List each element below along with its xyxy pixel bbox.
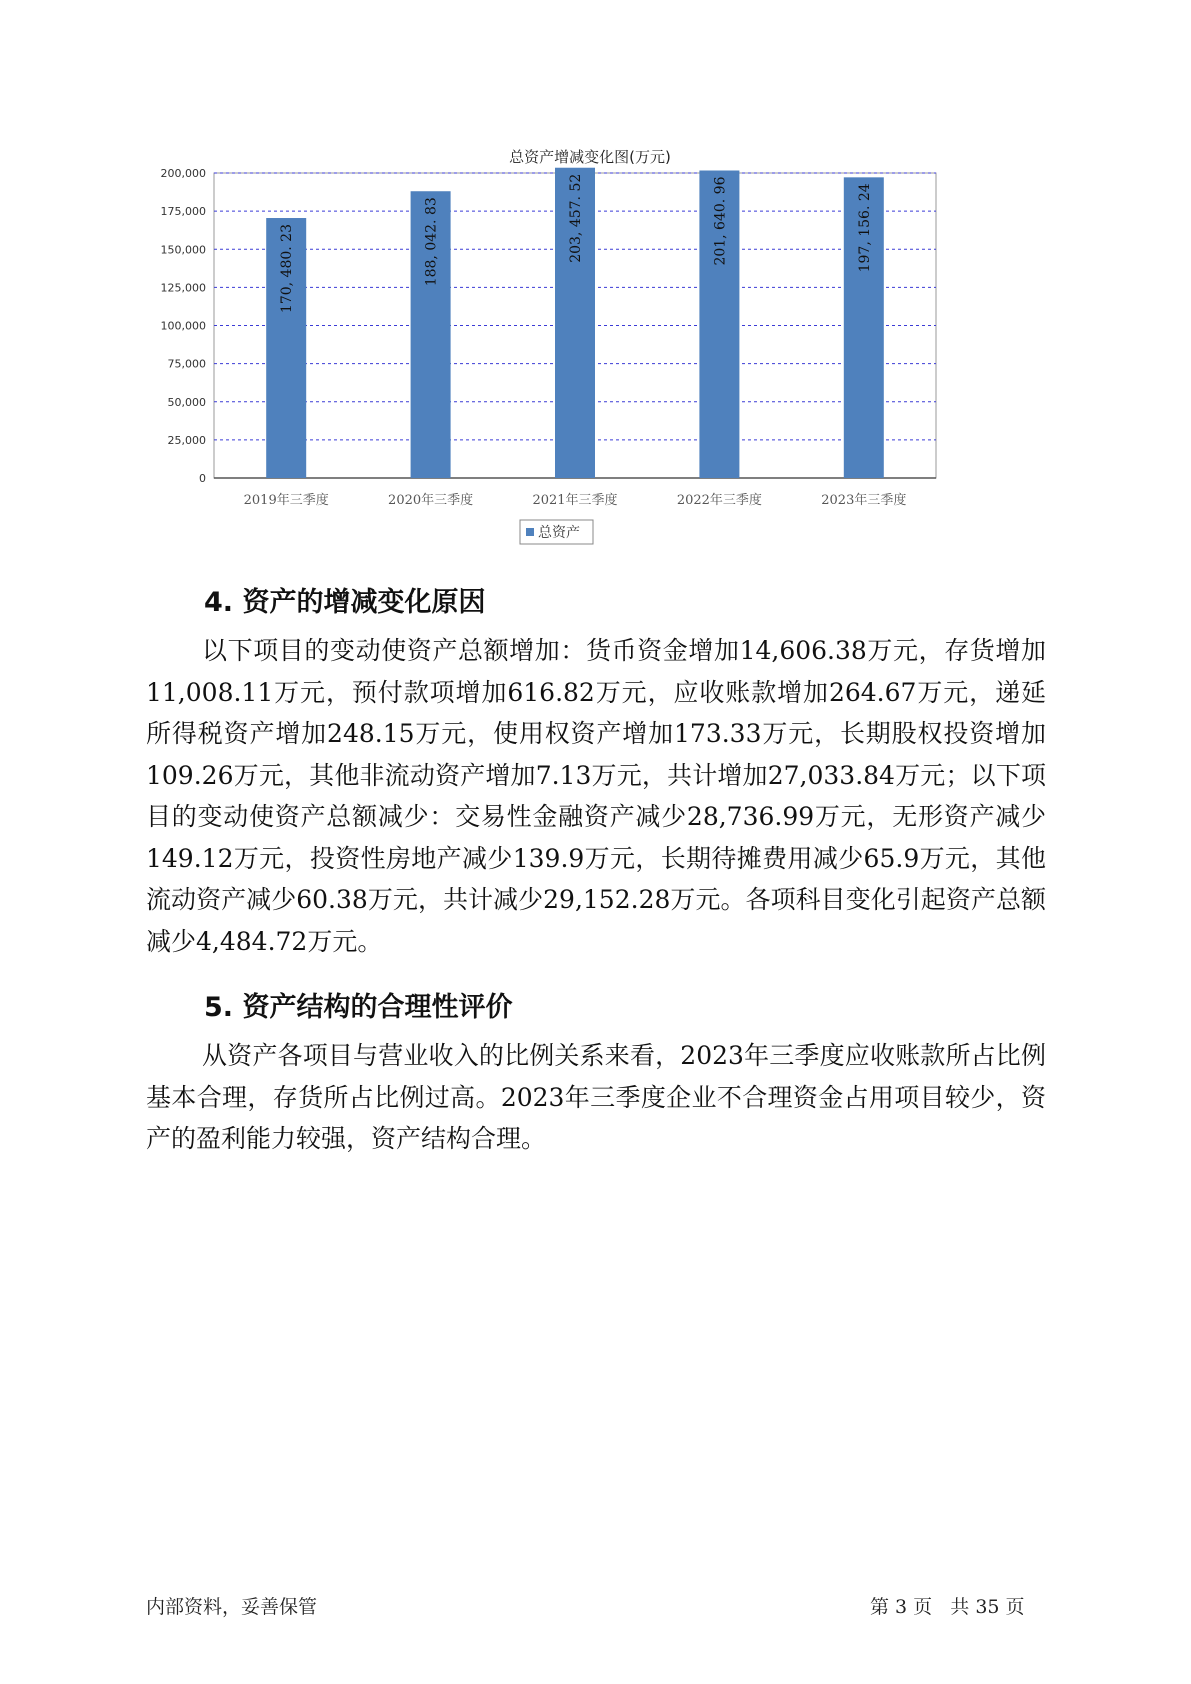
section-heading-5: 5. 资产结构的合理性评价 [204, 992, 513, 1023]
bar-data-label: 197, 156. 24 [856, 183, 873, 273]
bar-data-label: 188, 042. 83 [423, 197, 440, 287]
y-tick-label: 200,000 [160, 167, 206, 180]
chart-title: 总资产增减变化图(万元) [509, 148, 671, 166]
section-body-5: 从资产各项目与营业收入的比例关系来看，2023年三季度应收账款所占比例基本合理，存货所占比例过高。2023年三季度企业不合理资金占用项目较少，资产的盈利能力较强，资产结构合理。 [146, 1041, 1046, 1153]
section-body-4: 以下项目的变动使资产总额增加：货币资金增加14,606.38万元，存货增加11,008.11万元，预付款项增加616.82万元，应收账款增加264.67万元，递延所得税资产增加248.15万元，使用权资产增加173.33万元，长期股权投资增加109.26万元，其他非流动资产增加7.13万元，共计增加27,033.84万元；以下项目的变动使资产总额减少：交易性金融资产减少28,736.99万元，无形资产减少149.12万元，投资性房地产减少139.9万元，长期待摊费用减少65.9万元，其他流动资产减少60.38万元，共计减少29,152.28万元。各项科目变化引起资产总额减少4,484.72万元。 [146, 636, 1046, 956]
legend-swatch [526, 528, 534, 536]
y-tick-label: 175,000 [160, 205, 206, 219]
footer-confidential-note: 内部资料，妥善保管 [146, 1596, 318, 1618]
bar-data-label: 170, 480. 23 [279, 224, 296, 314]
bar-data-label: 201, 640. 96 [712, 176, 729, 266]
y-tick-label: 125,000 [160, 281, 206, 295]
legend-label: 总资产 [538, 525, 580, 541]
x-tick-label: 2020年三季度 [388, 493, 474, 508]
footer-page-number: 第 3 页 共 35 页 [870, 1596, 1025, 1618]
x-tick-label: 2021年三季度 [532, 493, 618, 508]
x-tick-label: 2022年三季度 [676, 493, 762, 508]
x-tick-label: 2019年三季度 [243, 493, 329, 508]
y-tick-label: 0 [199, 472, 206, 485]
y-tick-label: 150,000 [160, 243, 206, 257]
y-tick-label: 75,000 [167, 357, 206, 371]
y-tick-label: 50,000 [167, 395, 206, 409]
chart-canvas [140, 130, 1040, 600]
x-tick-label: 2023年三季度 [821, 493, 907, 508]
section-heading-4: 4. 资产的增减变化原因 [204, 587, 486, 618]
y-tick-label: 25,000 [167, 433, 206, 447]
bar-data-label: 203, 457. 52 [568, 173, 584, 263]
y-tick-label: 100,000 [160, 319, 206, 333]
total-assets-chart [140, 130, 1040, 600]
